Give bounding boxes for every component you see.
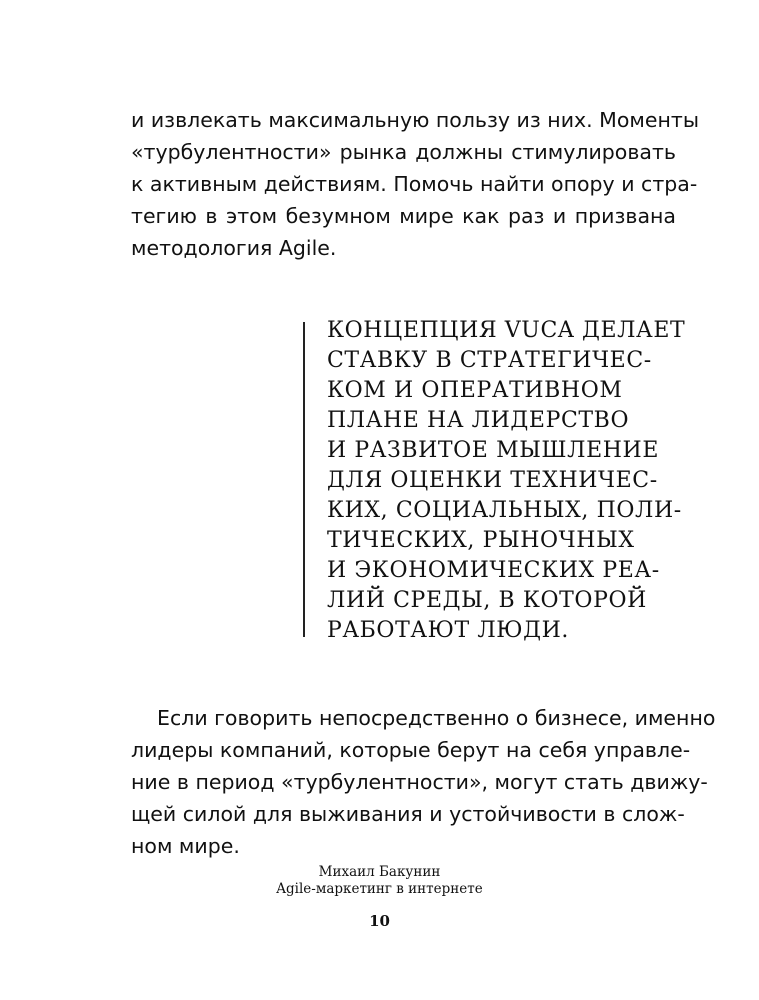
- quote-line: И РАЗВИТОЕ МЫШЛЕНИЕ: [327, 438, 659, 463]
- footer-book-title: Agile-маркетинг в интернете: [276, 881, 483, 897]
- text-line: к активным действиям. Помочь найти опору и стра-: [131, 172, 698, 196]
- quote-line: СТАВКУ В СТРАТЕГИЧЕС-: [327, 348, 652, 373]
- page-number: 10: [369, 912, 390, 930]
- quote-line: ЛИЙ СРЕДЫ, В КОТОРОЙ: [327, 588, 647, 613]
- text-line: тегию в этом безумном мире как раз и призвана: [131, 204, 676, 228]
- text-line: Если говорить непосредственно о бизнесе, именно: [157, 706, 716, 730]
- text-line: «турбулентности» рынка должны стимулировать: [131, 140, 676, 164]
- text-line: ном мире.: [131, 834, 240, 858]
- quote-line: КОНЦЕПЦИЯ VUCA ДЕЛАЕТ: [327, 318, 686, 343]
- text-line: и извлекать максимальную пользу из них. Моменты: [131, 108, 700, 132]
- quote-line: ПЛАНЕ НА ЛИДЕРСТВО: [327, 408, 630, 433]
- quote-bar: [303, 322, 305, 637]
- quote-line: РАБОТАЮТ ЛЮДИ.: [327, 618, 569, 643]
- text-line: щей силой для выживания и устойчивости в слож-: [131, 802, 685, 826]
- quote-line: ТИЧЕСКИХ, РЫНОЧНЫХ: [327, 528, 635, 553]
- quote-line: КИХ, СОЦИАЛЬНЫХ, ПОЛИ-: [327, 498, 682, 523]
- footer-author: Михаил Бакунин: [318, 864, 441, 880]
- quote-line: И ЭКОНОМИЧЕСКИХ РЕА-: [327, 558, 660, 583]
- quote-line: ДЛЯ ОЦЕНКИ ТЕХНИЧЕС-: [327, 468, 658, 493]
- text-line: методология Agile.: [131, 236, 337, 260]
- quote-line: КОМ И ОПЕРАТИВНОМ: [327, 378, 623, 403]
- text-line: лидеры компаний, которые берут на себя управле-: [131, 738, 691, 762]
- text-line: ние в период «турбулентности», могут стать движу-: [131, 770, 708, 794]
